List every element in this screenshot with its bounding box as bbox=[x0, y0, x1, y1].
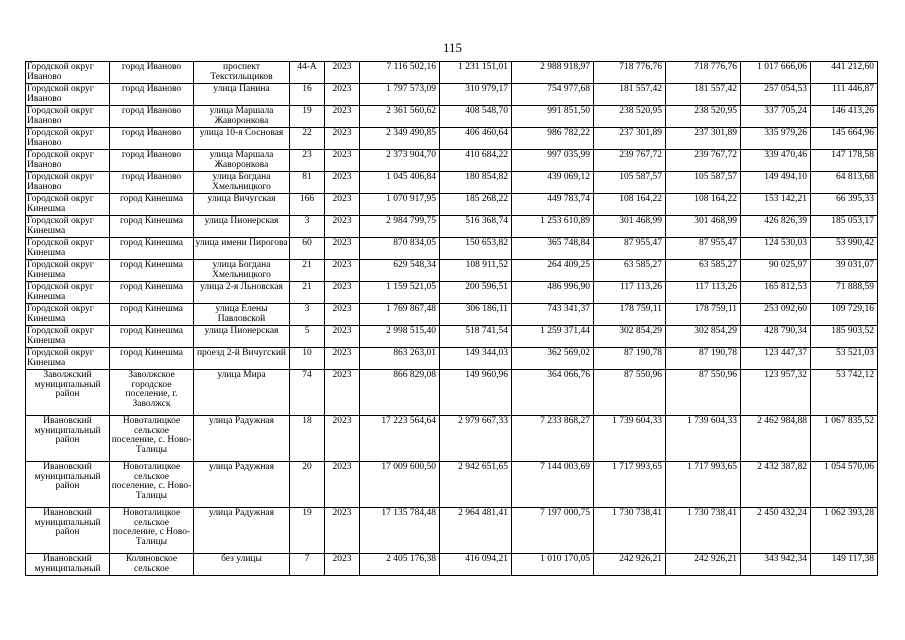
total-cost-cell: 866 829,08 bbox=[360, 370, 440, 416]
total-cost-cell: 17 009 600,50 bbox=[360, 462, 440, 508]
cost-part-6-cell: 147 178,58 bbox=[811, 150, 878, 172]
street-cell: улица Пионерская bbox=[194, 326, 290, 348]
year-cell: 2023 bbox=[325, 508, 360, 554]
cost-part-4-cell: 1 717 993,65 bbox=[666, 462, 741, 508]
street-cell: улица Радужная bbox=[194, 462, 290, 508]
house-number-cell: 19 bbox=[290, 106, 325, 128]
cost-part-3-cell: 238 520,95 bbox=[594, 106, 666, 128]
total-cost-cell: 2 349 490,85 bbox=[360, 128, 440, 150]
cost-part-2-cell: 986 782,22 bbox=[512, 128, 594, 150]
total-cost-cell: 2 405 176,38 bbox=[360, 554, 440, 576]
total-cost-cell: 2 984 799,75 bbox=[360, 216, 440, 238]
cost-part-4-cell: 239 767,72 bbox=[666, 150, 741, 172]
cost-part-5-cell: 123 447,37 bbox=[741, 348, 811, 370]
house-number-cell: 3 bbox=[290, 304, 325, 326]
cost-part-6-cell: 53 742,12 bbox=[811, 370, 878, 416]
settlement-cell: город Иваново bbox=[110, 84, 194, 106]
municipality-cell: Городской округ Иваново bbox=[26, 106, 110, 128]
municipality-cell: Городской округ Иваново bbox=[26, 150, 110, 172]
cost-part-6-cell: 185 053,17 bbox=[811, 216, 878, 238]
cost-part-6-cell: 1 054 570,06 bbox=[811, 462, 878, 508]
settlement-cell: Новоталицкое сельское поселение, с. Ново-Талицы bbox=[110, 462, 194, 508]
cost-part-2-cell: 1 010 170,05 bbox=[512, 554, 594, 576]
table-row bbox=[26, 106, 878, 128]
cost-part-2-cell: 7 233 868,27 bbox=[512, 416, 594, 462]
cost-part-3-cell: 178 759,11 bbox=[594, 304, 666, 326]
cost-part-1-cell: 406 460,64 bbox=[440, 128, 512, 150]
street-cell: без улицы bbox=[194, 554, 290, 576]
house-number-cell: 74 bbox=[290, 370, 325, 416]
municipality-cell: Городской округ Кинешма bbox=[26, 326, 110, 348]
settlement-cell: город Кинешма bbox=[110, 326, 194, 348]
cost-part-4-cell: 302 854,29 bbox=[666, 326, 741, 348]
cost-part-5-cell: 339 470,46 bbox=[741, 150, 811, 172]
cost-part-4-cell: 1 739 604,33 bbox=[666, 416, 741, 462]
municipality-cell: Городской округ Кинешма bbox=[26, 282, 110, 304]
cost-part-1-cell: 408 548,70 bbox=[440, 106, 512, 128]
cost-part-3-cell: 237 301,89 bbox=[594, 128, 666, 150]
house-number-cell: 7 bbox=[290, 554, 325, 576]
cost-part-6-cell: 146 413,26 bbox=[811, 106, 878, 128]
cost-part-4-cell: 87 550,96 bbox=[666, 370, 741, 416]
year-cell: 2023 bbox=[325, 554, 360, 576]
year-cell: 2023 bbox=[325, 84, 360, 106]
house-number-cell: 10 bbox=[290, 348, 325, 370]
cost-part-5-cell: 2 462 984,88 bbox=[741, 416, 811, 462]
total-cost-cell: 17 223 564,64 bbox=[360, 416, 440, 462]
total-cost-cell: 17 135 784,48 bbox=[360, 508, 440, 554]
cost-part-5-cell: 165 812,53 bbox=[741, 282, 811, 304]
house-number-cell: 23 bbox=[290, 150, 325, 172]
cost-part-3-cell: 87 550,96 bbox=[594, 370, 666, 416]
cost-part-5-cell: 149 494,10 bbox=[741, 172, 811, 194]
cost-part-3-cell: 87 190,78 bbox=[594, 348, 666, 370]
municipality-cell: Городской округ Кинешма bbox=[26, 238, 110, 260]
settlement-cell: Новоталицкое сельское поселение, с. Ново-Талицы bbox=[110, 416, 194, 462]
cost-part-1-cell: 180 854,82 bbox=[440, 172, 512, 194]
cost-part-5-cell: 428 790,34 bbox=[741, 326, 811, 348]
cost-part-3-cell: 301 468,99 bbox=[594, 216, 666, 238]
settlement-cell: Коляновское сельское bbox=[110, 554, 194, 576]
cost-part-5-cell: 343 942,34 bbox=[741, 554, 811, 576]
cost-part-2-cell: 439 069,12 bbox=[512, 172, 594, 194]
house-number-cell: 44-А bbox=[290, 62, 325, 84]
year-cell: 2023 bbox=[325, 416, 360, 462]
municipality-cell: Городской округ Кинешма bbox=[26, 260, 110, 282]
settlement-cell: город Иваново bbox=[110, 106, 194, 128]
cost-part-3-cell: 1 730 738,41 bbox=[594, 508, 666, 554]
data-table bbox=[25, 61, 878, 576]
table-row bbox=[26, 416, 878, 462]
street-cell: улица 10-я Сосновая bbox=[194, 128, 290, 150]
municipality-cell: Городской округ Иваново bbox=[26, 172, 110, 194]
year-cell: 2023 bbox=[325, 326, 360, 348]
municipality-cell: Городской округ Иваново bbox=[26, 62, 110, 84]
cost-part-2-cell: 997 035,99 bbox=[512, 150, 594, 172]
cost-part-6-cell: 441 212,60 bbox=[811, 62, 878, 84]
cost-part-4-cell: 237 301,89 bbox=[666, 128, 741, 150]
table-row bbox=[26, 150, 878, 172]
year-cell: 2023 bbox=[325, 370, 360, 416]
municipality-cell: Городской округ Иваново bbox=[26, 128, 110, 150]
year-cell: 2023 bbox=[325, 62, 360, 84]
cost-part-4-cell: 117 113,26 bbox=[666, 282, 741, 304]
table-row bbox=[26, 194, 878, 216]
total-cost-cell: 1 159 521,05 bbox=[360, 282, 440, 304]
cost-part-5-cell: 124 530,03 bbox=[741, 238, 811, 260]
municipality-cell: Городской округ Иваново bbox=[26, 84, 110, 106]
cost-part-1-cell: 108 911,52 bbox=[440, 260, 512, 282]
table-row bbox=[26, 326, 878, 348]
cost-part-6-cell: 1 067 835,52 bbox=[811, 416, 878, 462]
street-cell: проспект Текстильщиков bbox=[194, 62, 290, 84]
house-number-cell: 18 bbox=[290, 416, 325, 462]
year-cell: 2023 bbox=[325, 128, 360, 150]
cost-part-1-cell: 518 741,54 bbox=[440, 326, 512, 348]
cost-part-5-cell: 123 957,32 bbox=[741, 370, 811, 416]
table-row bbox=[26, 282, 878, 304]
cost-part-1-cell: 1 231 151,01 bbox=[440, 62, 512, 84]
cost-part-4-cell: 87 190,78 bbox=[666, 348, 741, 370]
municipality-cell: Ивановский муниципальный район bbox=[26, 416, 110, 462]
cost-part-6-cell: 109 729,16 bbox=[811, 304, 878, 326]
page-number: 115 bbox=[442, 40, 463, 55]
municipality-cell: Городской округ Кинешма bbox=[26, 348, 110, 370]
cost-part-3-cell: 117 113,26 bbox=[594, 282, 666, 304]
street-cell: проезд 2-й Вичугский bbox=[194, 348, 290, 370]
house-number-cell: 5 bbox=[290, 326, 325, 348]
table-row bbox=[26, 370, 878, 416]
table-row bbox=[26, 128, 878, 150]
cost-part-3-cell: 1 739 604,33 bbox=[594, 416, 666, 462]
cost-part-1-cell: 2 964 481,41 bbox=[440, 508, 512, 554]
year-cell: 2023 bbox=[325, 238, 360, 260]
cost-part-3-cell: 87 955,47 bbox=[594, 238, 666, 260]
table-row bbox=[26, 348, 878, 370]
table-row bbox=[26, 216, 878, 238]
house-number-cell: 21 bbox=[290, 260, 325, 282]
cost-part-6-cell: 111 446,87 bbox=[811, 84, 878, 106]
total-cost-cell: 870 834,05 bbox=[360, 238, 440, 260]
year-cell: 2023 bbox=[325, 150, 360, 172]
table-row bbox=[26, 554, 878, 576]
cost-part-6-cell: 1 062 393,28 bbox=[811, 508, 878, 554]
street-cell: улица Маршала Жаворонкова bbox=[194, 150, 290, 172]
cost-part-4-cell: 105 587,57 bbox=[666, 172, 741, 194]
settlement-cell: Новоталицкое сельское поселение, с Ново-Талицы bbox=[110, 508, 194, 554]
house-number-cell: 81 bbox=[290, 172, 325, 194]
settlement-cell: город Кинешма bbox=[110, 238, 194, 260]
municipality-cell: Ивановский муниципальный район bbox=[26, 462, 110, 508]
cost-part-5-cell: 426 826,39 bbox=[741, 216, 811, 238]
municipality-cell: Ивановский муниципальный район bbox=[26, 508, 110, 554]
cost-part-5-cell: 153 142,21 bbox=[741, 194, 811, 216]
total-cost-cell: 1 070 917,95 bbox=[360, 194, 440, 216]
cost-part-5-cell: 2 450 432,24 bbox=[741, 508, 811, 554]
cost-part-1-cell: 2 942 651,65 bbox=[440, 462, 512, 508]
cost-part-5-cell: 337 705,24 bbox=[741, 106, 811, 128]
cost-part-1-cell: 149 960,96 bbox=[440, 370, 512, 416]
street-cell: улица Панина bbox=[194, 84, 290, 106]
table-row bbox=[26, 508, 878, 554]
cost-part-2-cell: 1 253 610,89 bbox=[512, 216, 594, 238]
cost-part-2-cell: 449 783,74 bbox=[512, 194, 594, 216]
municipality-cell: Заволжский муниципальный район bbox=[26, 370, 110, 416]
year-cell: 2023 bbox=[325, 106, 360, 128]
cost-part-2-cell: 364 066,76 bbox=[512, 370, 594, 416]
street-cell: улица Богдана Хмельницкого bbox=[194, 172, 290, 194]
cost-part-1-cell: 516 368,74 bbox=[440, 216, 512, 238]
street-cell: улица Пионерская bbox=[194, 216, 290, 238]
house-number-cell: 21 bbox=[290, 282, 325, 304]
cost-part-3-cell: 108 164,22 bbox=[594, 194, 666, 216]
year-cell: 2023 bbox=[325, 462, 360, 508]
municipality-cell: Городской округ Кинешма bbox=[26, 304, 110, 326]
cost-part-6-cell: 66 395,33 bbox=[811, 194, 878, 216]
cost-part-4-cell: 63 585,27 bbox=[666, 260, 741, 282]
total-cost-cell: 1 769 867,48 bbox=[360, 304, 440, 326]
house-number-cell: 60 bbox=[290, 238, 325, 260]
cost-part-6-cell: 185 903,52 bbox=[811, 326, 878, 348]
settlement-cell: город Кинешма bbox=[110, 216, 194, 238]
cost-part-1-cell: 410 684,22 bbox=[440, 150, 512, 172]
year-cell: 2023 bbox=[325, 348, 360, 370]
cost-part-5-cell: 1 017 666,06 bbox=[741, 62, 811, 84]
year-cell: 2023 bbox=[325, 304, 360, 326]
table-row bbox=[26, 462, 878, 508]
cost-part-4-cell: 87 955,47 bbox=[666, 238, 741, 260]
cost-part-6-cell: 53 521,03 bbox=[811, 348, 878, 370]
year-cell: 2023 bbox=[325, 194, 360, 216]
cost-part-4-cell: 238 520,95 bbox=[666, 106, 741, 128]
municipality-cell: Городской округ Кинешма bbox=[26, 216, 110, 238]
municipality-cell: Ивановский муниципальный bbox=[26, 554, 110, 576]
cost-part-1-cell: 2 979 667,33 bbox=[440, 416, 512, 462]
settlement-cell: город Кинешма bbox=[110, 194, 194, 216]
house-number-cell: 22 bbox=[290, 128, 325, 150]
cost-part-3-cell: 1 717 993,65 bbox=[594, 462, 666, 508]
cost-part-3-cell: 63 585,27 bbox=[594, 260, 666, 282]
street-cell: улица 2-я Льновская bbox=[194, 282, 290, 304]
cost-part-4-cell: 718 776,76 bbox=[666, 62, 741, 84]
cost-part-6-cell: 64 813,68 bbox=[811, 172, 878, 194]
street-cell: улица Елены Павловской bbox=[194, 304, 290, 326]
house-number-cell: 16 bbox=[290, 84, 325, 106]
cost-part-1-cell: 149 344,03 bbox=[440, 348, 512, 370]
settlement-cell: город Иваново bbox=[110, 62, 194, 84]
year-cell: 2023 bbox=[325, 282, 360, 304]
cost-part-6-cell: 71 888,59 bbox=[811, 282, 878, 304]
house-number-cell: 3 bbox=[290, 216, 325, 238]
cost-part-2-cell: 754 977,68 bbox=[512, 84, 594, 106]
total-cost-cell: 7 116 502,16 bbox=[360, 62, 440, 84]
house-number-cell: 19 bbox=[290, 508, 325, 554]
settlement-cell: город Кинешма bbox=[110, 304, 194, 326]
cost-part-1-cell: 185 268,22 bbox=[440, 194, 512, 216]
settlement-cell: город Иваново bbox=[110, 172, 194, 194]
cost-part-3-cell: 105 587,57 bbox=[594, 172, 666, 194]
year-cell: 2023 bbox=[325, 172, 360, 194]
table-row bbox=[26, 304, 878, 326]
street-cell: улица Мира bbox=[194, 370, 290, 416]
cost-part-6-cell: 39 031,07 bbox=[811, 260, 878, 282]
settlement-cell: город Кинешма bbox=[110, 260, 194, 282]
street-cell: улица Радужная bbox=[194, 508, 290, 554]
total-cost-cell: 2 373 904,70 bbox=[360, 150, 440, 172]
cost-part-2-cell: 743 341,37 bbox=[512, 304, 594, 326]
total-cost-cell: 1 045 406,84 bbox=[360, 172, 440, 194]
cost-part-3-cell: 181 557,42 bbox=[594, 84, 666, 106]
cost-part-2-cell: 486 996,90 bbox=[512, 282, 594, 304]
cost-part-5-cell: 335 979,26 bbox=[741, 128, 811, 150]
cost-part-2-cell: 7 144 003,69 bbox=[512, 462, 594, 508]
settlement-cell: город Кинешма bbox=[110, 282, 194, 304]
cost-part-4-cell: 301 468,99 bbox=[666, 216, 741, 238]
street-cell: улица Маршала Жаворонкова bbox=[194, 106, 290, 128]
cost-part-3-cell: 239 767,72 bbox=[594, 150, 666, 172]
cost-part-6-cell: 53 990,42 bbox=[811, 238, 878, 260]
total-cost-cell: 1 797 573,09 bbox=[360, 84, 440, 106]
settlement-cell: город Кинешма bbox=[110, 348, 194, 370]
table-row bbox=[26, 62, 878, 84]
settlement-cell: Заволжское городское поселение, г. Заволжск bbox=[110, 370, 194, 416]
house-number-cell: 166 bbox=[290, 194, 325, 216]
total-cost-cell: 629 548,34 bbox=[360, 260, 440, 282]
cost-part-3-cell: 242 926,21 bbox=[594, 554, 666, 576]
cost-part-2-cell: 991 851,50 bbox=[512, 106, 594, 128]
cost-part-1-cell: 150 653,82 bbox=[440, 238, 512, 260]
cost-part-4-cell: 1 730 738,41 bbox=[666, 508, 741, 554]
municipality-cell: Городской округ Кинешма bbox=[26, 194, 110, 216]
cost-part-6-cell: 149 117,38 bbox=[811, 554, 878, 576]
cost-part-2-cell: 2 988 918,97 bbox=[512, 62, 594, 84]
street-cell: улица Вичугская bbox=[194, 194, 290, 216]
cost-part-3-cell: 302 854,29 bbox=[594, 326, 666, 348]
cost-part-5-cell: 90 025,97 bbox=[741, 260, 811, 282]
cost-part-5-cell: 257 054,53 bbox=[741, 84, 811, 106]
cost-part-1-cell: 200 596,51 bbox=[440, 282, 512, 304]
cost-part-1-cell: 310 979,17 bbox=[440, 84, 512, 106]
table-row bbox=[26, 84, 878, 106]
street-cell: улица Радужная bbox=[194, 416, 290, 462]
year-cell: 2023 bbox=[325, 216, 360, 238]
total-cost-cell: 2 361 560,62 bbox=[360, 106, 440, 128]
table-row bbox=[26, 172, 878, 194]
street-cell: улица Богдана Хмельницкого bbox=[194, 260, 290, 282]
cost-part-6-cell: 145 664,96 bbox=[811, 128, 878, 150]
cost-part-1-cell: 306 186,11 bbox=[440, 304, 512, 326]
cost-part-2-cell: 1 259 371,44 bbox=[512, 326, 594, 348]
table-row bbox=[26, 238, 878, 260]
total-cost-cell: 863 263,01 bbox=[360, 348, 440, 370]
cost-part-5-cell: 253 092,60 bbox=[741, 304, 811, 326]
cost-part-4-cell: 108 164,22 bbox=[666, 194, 741, 216]
settlement-cell: город Иваново bbox=[110, 150, 194, 172]
settlement-cell: город Иваново bbox=[110, 128, 194, 150]
table-row bbox=[26, 260, 878, 282]
cost-part-4-cell: 242 926,21 bbox=[666, 554, 741, 576]
cost-part-4-cell: 181 557,42 bbox=[666, 84, 741, 106]
year-cell: 2023 bbox=[325, 260, 360, 282]
cost-part-1-cell: 416 094,21 bbox=[440, 554, 512, 576]
cost-part-2-cell: 365 748,84 bbox=[512, 238, 594, 260]
cost-part-3-cell: 718 776,76 bbox=[594, 62, 666, 84]
cost-part-5-cell: 2 432 387,82 bbox=[741, 462, 811, 508]
house-number-cell: 20 bbox=[290, 462, 325, 508]
total-cost-cell: 2 998 515,40 bbox=[360, 326, 440, 348]
cost-part-2-cell: 362 569,02 bbox=[512, 348, 594, 370]
street-cell: улица имени Пирогова bbox=[194, 238, 290, 260]
cost-part-4-cell: 178 759,11 bbox=[666, 304, 741, 326]
cost-part-2-cell: 7 197 000,75 bbox=[512, 508, 594, 554]
cost-part-2-cell: 264 409,25 bbox=[512, 260, 594, 282]
